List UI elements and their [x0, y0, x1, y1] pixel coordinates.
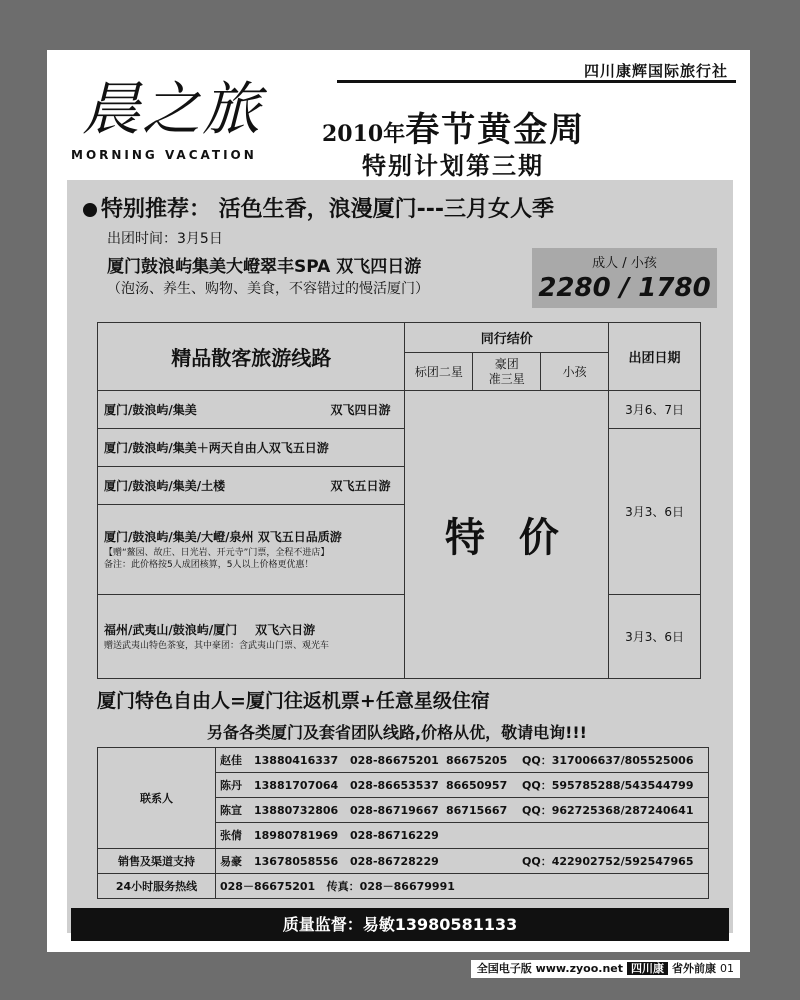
- contact-row: 陈丹 13881707064 028-86653537 86650957 QQ：595785288/543544799: [216, 773, 708, 798]
- contact-row: 赵佳 13880416337 028-86675201 86675205 QQ：317006637/805525006: [216, 748, 708, 773]
- table-row: 厦门/鼓浪屿/集美/土楼 双飞五日游: [98, 467, 405, 505]
- brand-logo: 晨之旅: [82, 75, 263, 143]
- brand-logo-en: MORNING VACATION: [71, 148, 257, 162]
- price-value: 2280 / 1780: [538, 273, 711, 303]
- table-row: 福州/武夷山/鼓浪屿/厦门 双飞六日游 赠送武夷山特色茶宴，其中豪团：含武夷山门票、观光车: [98, 595, 405, 679]
- featured-note: （泡汤、养生、购物、美食，不容错过的慢活厦门）: [107, 281, 429, 297]
- table-row: 厦门/鼓浪屿/集美 双飞四日游: [98, 391, 405, 429]
- ad-page: [47, 50, 750, 952]
- col-standard: 标团二星: [405, 353, 473, 391]
- header-rule: [337, 80, 736, 83]
- footer-edition: 全国电子版 www.zyoo.net: [476, 962, 623, 975]
- title-year: 2010年: [322, 121, 406, 147]
- col-deluxe: 豪团 准三星: [473, 353, 541, 391]
- date-cell: 3月3、6日: [609, 429, 701, 595]
- date-header: 出团日期: [609, 323, 701, 391]
- main-title: [322, 102, 585, 151]
- routes-table: [97, 322, 701, 679]
- special-price: 特 价: [405, 391, 609, 679]
- contact-list: [216, 748, 709, 849]
- table-row: 厦门/鼓浪屿/集美/大嶝/泉州 双飞五日品质游 【赠“鳌园、故庄、日光岩、开元寺”门票，全程不进店】 备注：此价格按5人成团核算，5人以上价格更优惠！: [98, 505, 405, 595]
- date-cell: 3月6、7日: [609, 391, 701, 429]
- page-number: 01: [720, 962, 734, 975]
- bullet-icon: [83, 203, 97, 217]
- footer-section: 省外前康: [672, 962, 716, 975]
- contact-label: 联系人: [98, 748, 216, 849]
- title-big: 春节黄金周: [405, 110, 586, 150]
- contact-table: [97, 747, 709, 899]
- contact-row: 张倩 18980781969 028-86716229: [220, 829, 439, 842]
- other-routes-line: 另备各类厦门及套省团队线路,价格从优，敬请电询!!!: [207, 723, 587, 742]
- price-box: [532, 248, 717, 308]
- routes-header: 精品散客旅游线路: [98, 323, 405, 391]
- quality-supervision: 质量监督：易敏13980581133: [71, 908, 729, 941]
- footer-brand: 四川康: [627, 962, 668, 975]
- sales-row: 易豪 13678058556 028-86728229 QQ：422902752/592547965: [216, 849, 709, 874]
- featured-title: 特别推荐： 活色生香，浪漫厦门---三月女人季: [83, 192, 554, 223]
- hotline-label: 24小时服务热线: [98, 874, 216, 899]
- content-panel: [67, 180, 733, 933]
- free-travel-line: 厦门特色自由人=厦门往返机票+任意星级住宿: [97, 690, 490, 712]
- sales-label: 销售及渠道支持: [98, 849, 216, 874]
- featured-departure: 出团时间：3月5日: [107, 231, 223, 247]
- col-child: 小孩: [541, 353, 609, 391]
- subtitle: 特别计划第三期: [362, 152, 544, 180]
- featured-route: 厦门鼓浪屿集美大嶝翠丰SPA 双飞四日游: [107, 257, 422, 277]
- hotline-value: 028－86675201 传真：028－86679991: [216, 874, 709, 899]
- date-cell: 3月3、6日: [609, 595, 701, 679]
- price-header: 同行结价: [405, 323, 609, 353]
- agency-name: 四川康辉国际旅行社: [583, 62, 728, 80]
- price-label: 成人 / 小孩: [592, 256, 657, 271]
- contact-row: 陈宣 13880732806 028-86719667 86715667 QQ：962725368/287240641: [216, 798, 708, 823]
- footer: [471, 960, 740, 978]
- table-row: 厦门/鼓浪屿/集美＋两天自由人双飞五日游: [98, 429, 405, 467]
